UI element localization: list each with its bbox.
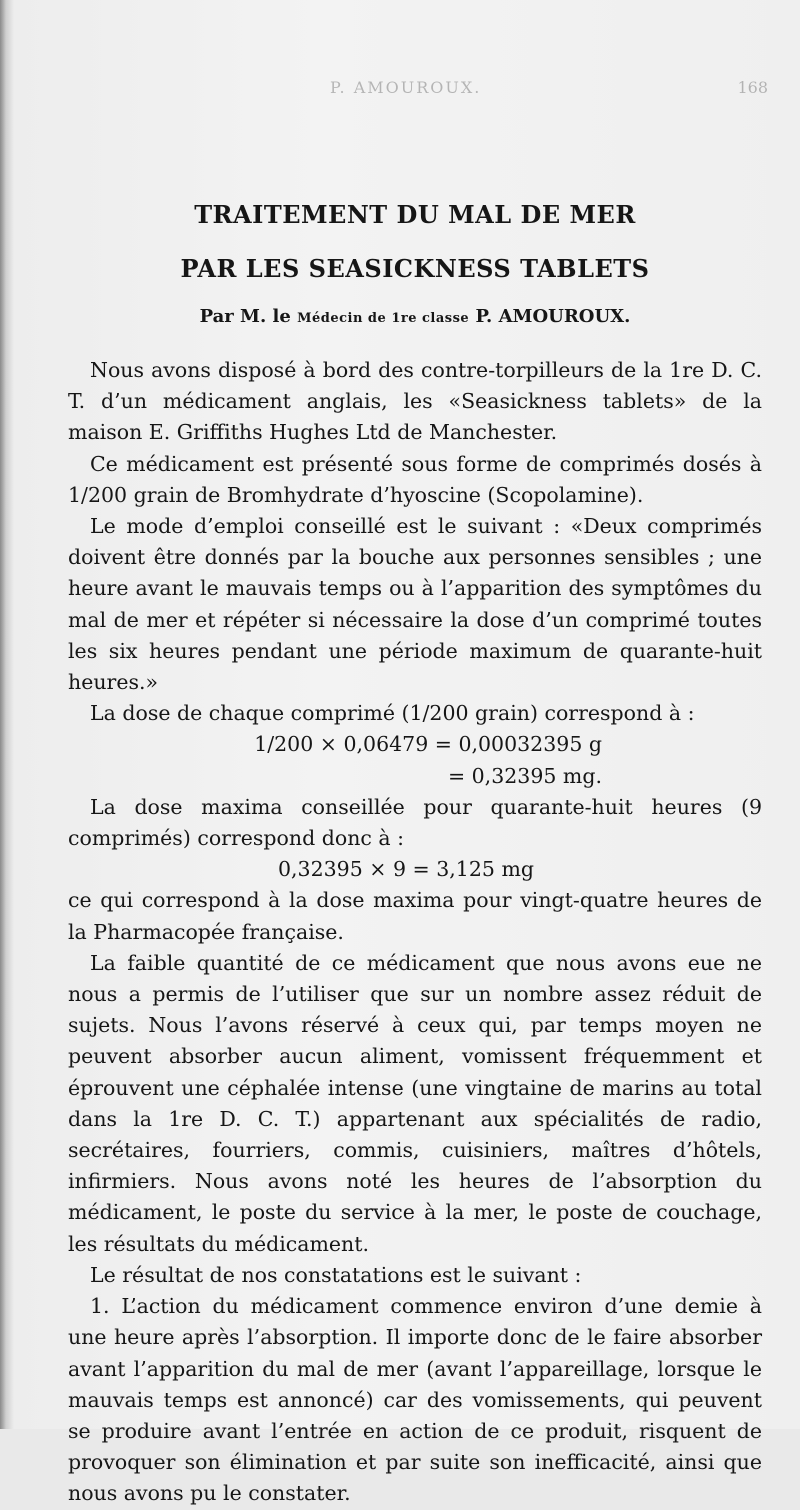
paragraph: Ce médicament est présenté sous forme de comprimés dosés à 1/200 grain de Bromhydrate d’hyoscine (Scopolamine). [68,451,762,507]
article-body [68,355,762,1510]
byline-rank: Médecin de 1re classe [297,311,470,326]
formula-line: = 0,32395 mg. [447,763,602,788]
running-title: P. AMOUROUX. [330,78,482,97]
paragraph: Nous avons disposé à bord des contre-torpilleurs de la 1re D. C. T. d’un médicament anglais, les «Seasickness tablets» de la maison E. Griffiths Hughes Ltd de Manchester. [68,358,762,445]
article [68,200,762,1510]
formula-line: 1/200 × 0,06479 = 0,00032395 g [254,732,602,757]
article-title-line1: TRAITEMENT DU MAL DE MER [194,200,636,229]
paragraph: 1. L’action du médicament commence environ d’une demie à une heure après l’absorption. Il importe donc de le faire absorber avant l’apparition du mal de mer (avant l’appareillage, lorsque le mauvais temps est annoncé) car des vomissements, qui peuvent se produire avant l’entrée en action de ce produit, risquent de provoquer son élimination et par suite son inefficacité, ainsi que nous avons pu le constater. [68,1294,762,1506]
running-head [0,78,800,102]
article-byline [68,306,762,327]
paragraph: La dose maxima conseillée pour quarante-huit heures (9 comprimés) correspond donc à : [68,794,762,851]
paragraph: Le résultat de nos constatations est le suivant : [90,1262,582,1287]
byline-author: P. AMOUROUX. [475,306,631,327]
paragraph: Le mode d’emploi conseillé est le suivant : «Deux comprimés doivent être donnés par la bouche aux personnes sensibles ; une heure avant le mauvais temps ou à l’apparition des symptômes du mal de mer et répéter si nécessaire la dose d’un comprimé toutes les six heures pendant une période maximum de quarante-huit heures.» [68,514,762,695]
page-number: 168 [737,78,768,97]
formula-line: 0,32395 × 9 = 3,125 mg [278,857,534,882]
paragraph: La faible quantité de ce médicament que nous avons eue ne nous a permis de l’utiliser que sur un nombre assez réduit de sujets. Nous l’avons réservé à ceux qui, par temps moyen ne peuvent absorber aucun aliment, vomissent fréquemment et éprouvent une céphalée intense (une vingtaine de marins au total dans la 1re D. C. T.) appartenant aux spécialités de radio, secrétaires, fourriers, commis, cuisiniers, maîtres d’hôtels, infirmiers. Nous avons noté les heures de l’absorption du médicament, le poste du service à la mer, le poste de couchage, les résultats du médicament. [68,950,762,1256]
article-title-line2: PAR LES SEASICKNESS TABLETS [180,254,650,283]
paragraph: ce qui correspond à la dose maxima pour vingt-quatre heures de la Pharmacopée française. [68,888,762,944]
paragraph: La dose de chaque comprimé (1/200 grain) correspond à : [90,701,695,726]
byline-prefix: Par M. le [199,306,291,327]
